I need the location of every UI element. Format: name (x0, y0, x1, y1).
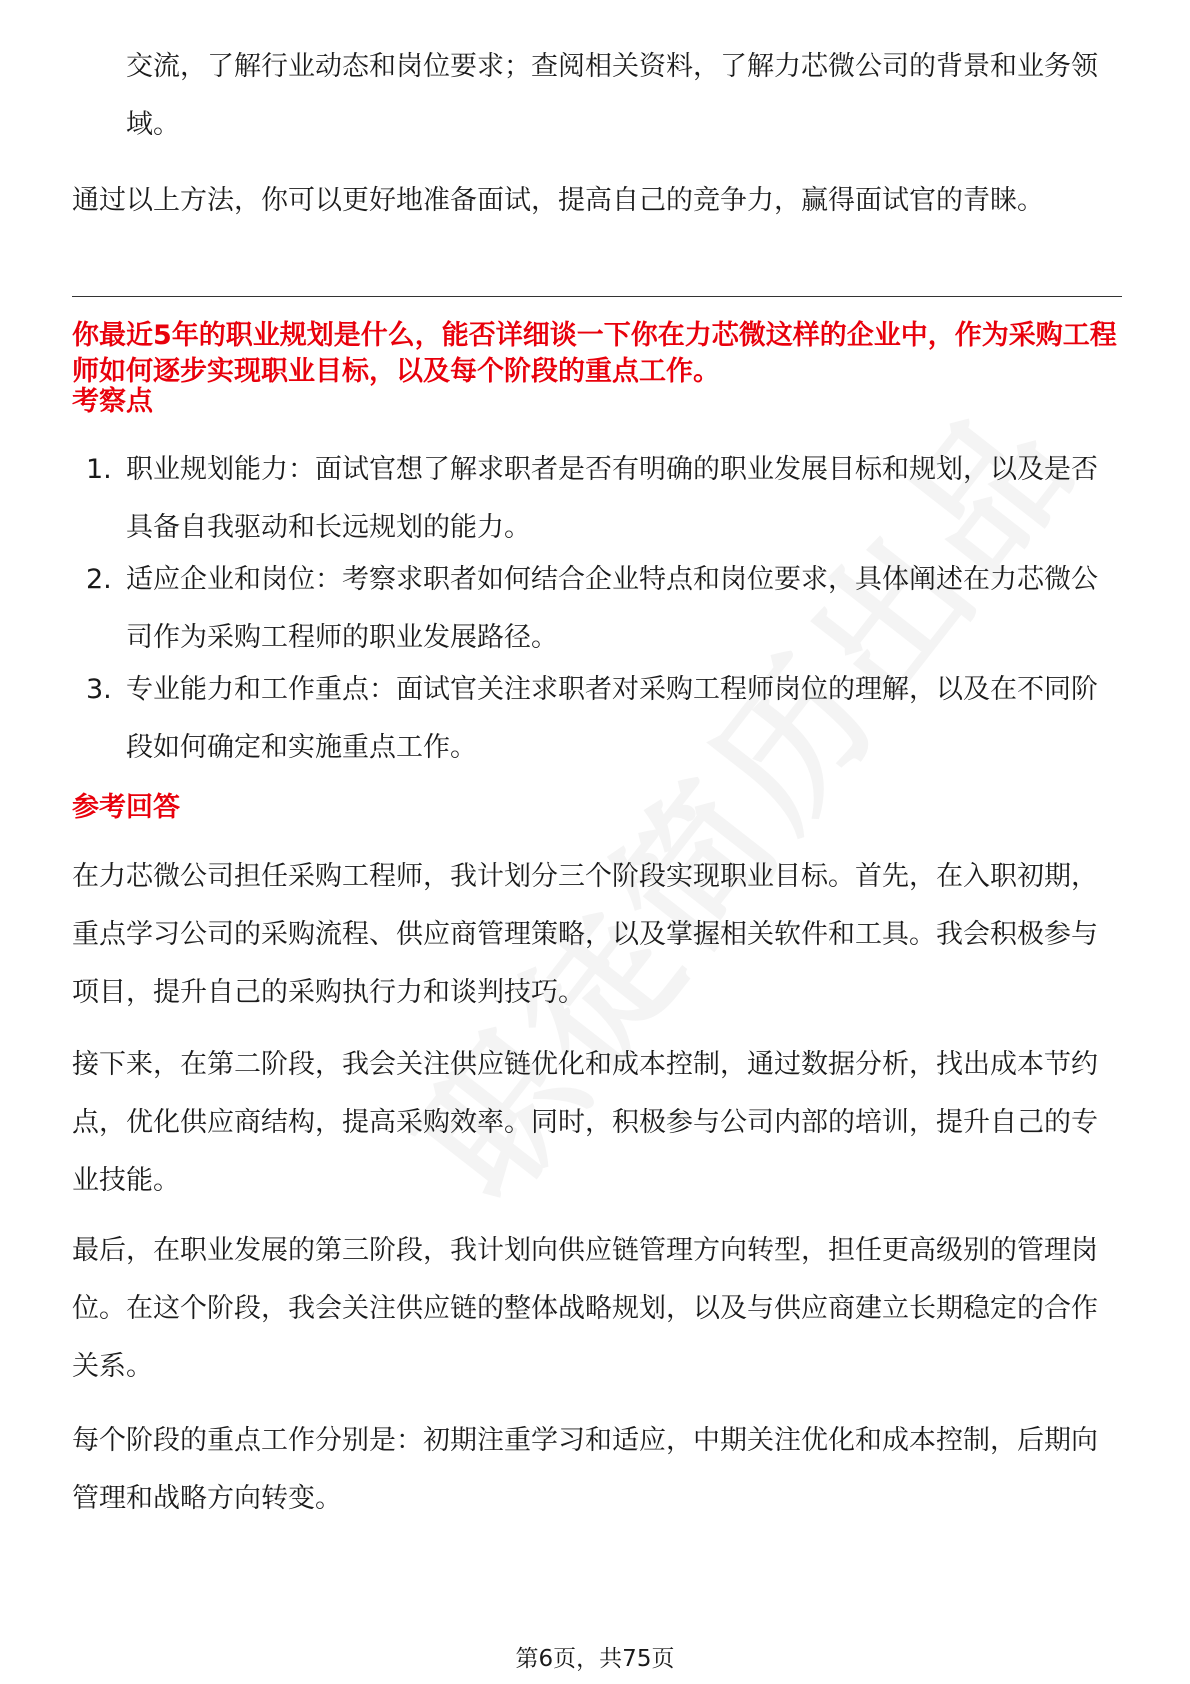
intro-closing: 通过以上方法，你可以更好地准备面试，提高自己的竞争力，赢得面试官的青睐。 (72, 185, 1044, 216)
points-heading: 考察点 (72, 386, 153, 417)
intro-continuation: 交流，了解行业动态和岗位要求；查阅相关资料，了解力芯微公司的背景和业务领域。 (126, 51, 1098, 140)
answer-paragraph-1: 在力芯微公司担任采购工程师，我计划分三个阶段实现职业目标。首先，在入职初期，重点学习公司的采购流程、供应商管理策略，以及掌握相关软件和工具。我会积极参与项目，提升自己的采购执行力和谈判技巧。 (72, 861, 1098, 1008)
list-item-text: 专业能力和工作重点：面试官关注求职者对采购工程师岗位的理解，以及在不同阶段如何确定和实施重点工作。 (126, 674, 1098, 763)
answer-paragraph-3: 最后，在职业发展的第三阶段，我计划向供应链管理方向转型，担任更高级别的管理岗位。在这个阶段，我会关注供应链的整体战略规划，以及与供应商建立长期稳定的合作关系。 (72, 1235, 1098, 1382)
answer-paragraph-4: 每个阶段的重点工作分别是：初期注重学习和适应，中期关注优化和成本控制，后期向管理和战略方向转变。 (72, 1425, 1098, 1514)
list-item-text: 适应企业和岗位：考察求职者如何结合企业特点和岗位要求，具体阐述在力芯微公司作为采购工程师的职业发展路径。 (126, 564, 1098, 653)
question-title: 你最近5年的职业规划是什么，能否详细谈一下你在力芯微这样的企业中，作为采购工程师如何逐步实现职业目标，以及每个阶段的重点工作。 (72, 320, 1117, 387)
answer-paragraph-2: 接下来，在第二阶段，我会关注供应链优化和成本控制，通过数据分析，找出成本节约点，优化供应商结构，提高采购效率。同时，积极参与公司内部的培训，提升自己的专业技能。 (72, 1049, 1098, 1196)
page-number: 第6页，共75页 (515, 1646, 675, 1672)
list-item-number: 1. (86, 454, 112, 485)
points-list (72, 441, 1122, 777)
section-divider (72, 296, 1122, 297)
list-item (72, 551, 1122, 667)
list-item-number: 3. (86, 674, 112, 705)
list-item-text: 职业规划能力：面试官想了解求职者是否有明确的职业发展目标和规划，以及是否具备自我驱动和长远规划的能力。 (126, 454, 1098, 543)
list-item (72, 441, 1122, 557)
list-item (72, 661, 1122, 777)
list-item-number: 2. (86, 564, 112, 595)
answer-heading: 参考回答 (72, 792, 180, 823)
